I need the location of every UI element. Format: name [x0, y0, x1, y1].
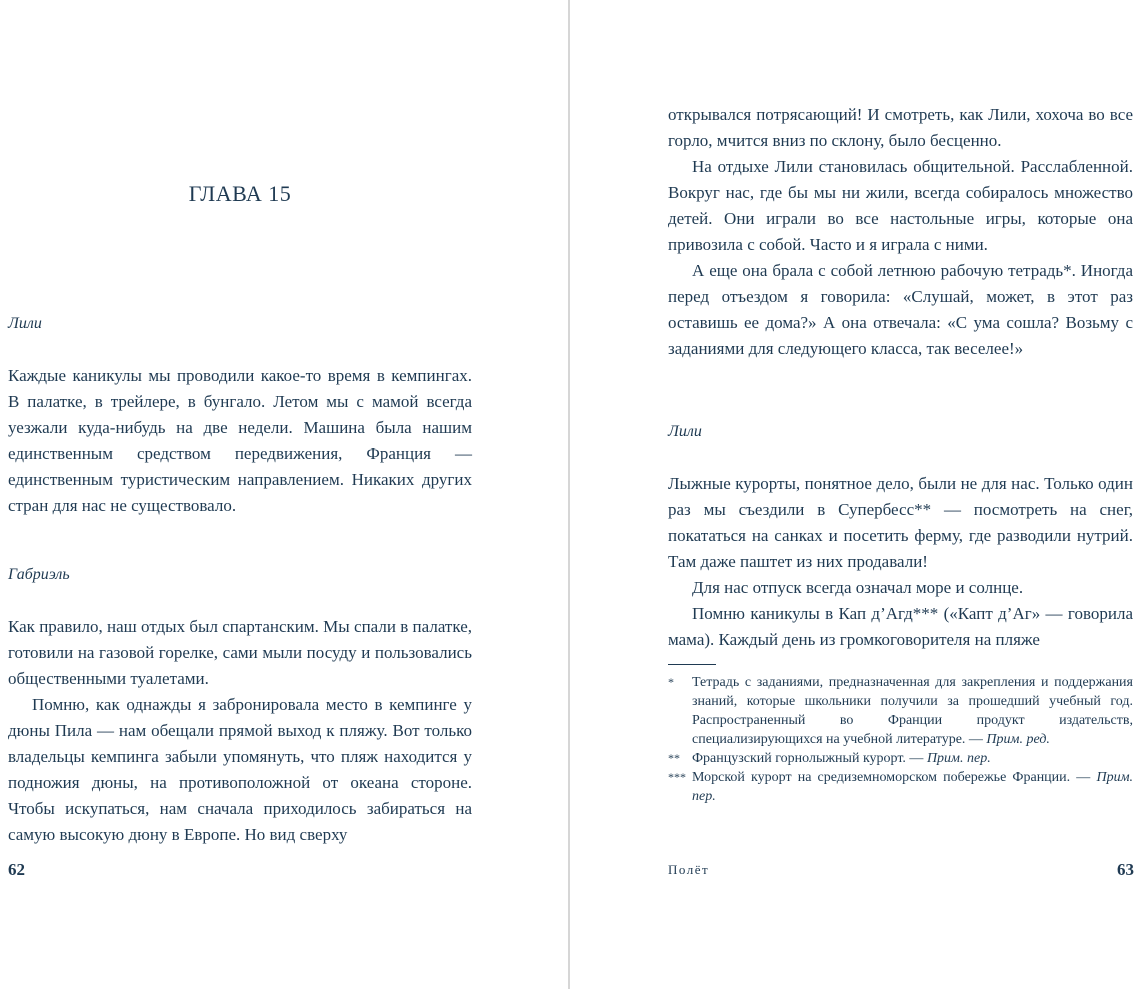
footnote-attribution: Прим. пер.	[692, 770, 1133, 804]
running-title: Полёт	[668, 862, 710, 877]
speaker-label: Лили	[8, 315, 42, 332]
page-number: 62	[8, 860, 25, 879]
page-number: 63	[1117, 860, 1134, 879]
paragraph: А еще она брала с собой летнюю рабочую тетрадь*. Иногда перед отъездом я говорила: «Слушай, может, в этот раз оставишь ее дома?» А она отвечала: «С ума сошла? Возьму с заданиями для следующего класса, так веселее!»	[668, 261, 1133, 358]
paragraph: Лыжные курорты, понятное дело, были не для нас. Только один раз мы съездили в Супербесс** — посмотреть на снег, покататься на санках и посетить ферму, где разводили нутрий. Там даже паштет из них продавали!	[668, 474, 1133, 571]
paragraph: открывался потрясающий! И смотреть, как Лили, хохоча во все горло, мчится вниз по склону, было бесценно.	[668, 105, 1133, 150]
footnote-text: Тетрадь с заданиями, предназначенная для закрепления и поддержания знаний, которые школьники получили за прошедший учебный год. Распространенный во Франции продукт издательств, специализирующихся на учебной литературе. — Прим. ред.	[692, 675, 1133, 747]
chapter-title: ГЛАВА 15	[188, 181, 292, 206]
paragraph: Помню каникулы в Кап д’Агд*** («Капт д’Аг» — говорила мама). Каждый день из громкоговорителя на пляже	[668, 604, 1133, 649]
footnote	[668, 768, 1133, 806]
footnote-attribution: Прим. ред.	[986, 732, 1050, 747]
footnote-divider	[668, 664, 716, 665]
footnote-attribution: Прим. пер.	[926, 751, 991, 766]
book-spine	[568, 0, 570, 989]
paragraph: Как правило, наш отдых был спартанским. Мы спали в палатке, готовили на газовой горелке, сами мыли посуду и пользовались общественными туалетами.	[8, 617, 472, 688]
paragraph: Каждые каникулы мы проводили какое-то время в кемпингах. В палатке, в трейлере, в бунгало. Летом мы с мамой всегда уезжали куда-нибудь на две недели. Машина была нашим единственным средством передвижения, Франция — единственным туристическим направлением. Никаких других стран для нас не существовало.	[8, 366, 472, 515]
footnote-text: Морской курорт на средиземноморском побережье Франции. — Прим. пер.	[692, 770, 1133, 804]
speaker-label: Лили	[668, 423, 702, 440]
speaker-label: Габриэль	[8, 566, 70, 583]
left-section-lili	[8, 311, 472, 519]
footnote	[668, 749, 1133, 768]
footnote-mark: **	[668, 751, 680, 765]
left-section-gabriel	[8, 562, 472, 848]
footnote-mark: *	[668, 675, 674, 689]
paragraph: На отдыхе Лили становилась общительной. Расслабленной. Вокруг нас, где бы мы ни жили, всегда собиралось множество детей. Они играли во все настольные игры, которые она привозила с собой. Часто и я играла с ними.	[668, 157, 1133, 254]
footnote-text: Французский горнолыжный курорт. — Прим. пер.	[692, 751, 991, 766]
right-section-lili	[668, 419, 1133, 653]
paragraph: Для нас отпуск всегда означал море и солнце.	[692, 578, 1024, 597]
left-page	[0, 0, 568, 989]
footnote-mark: ***	[668, 770, 686, 784]
footnote	[668, 673, 1133, 749]
right-page	[571, 0, 1144, 989]
right-section-continuation	[668, 102, 1133, 362]
footnotes	[668, 673, 1133, 806]
paragraph: Помню, как однажды я забронировала место в кемпинге у дюны Пила — нам обещали прямой выход к пляжу. Вот только владельцы кемпинга забыли упомянуть, что пляж находится у подножия дюны, на противоположной от океана стороне. Чтобы искупаться, нам сначала приходилось забираться на самую высокую дюну в Европе. Но вид сверху	[8, 695, 472, 844]
